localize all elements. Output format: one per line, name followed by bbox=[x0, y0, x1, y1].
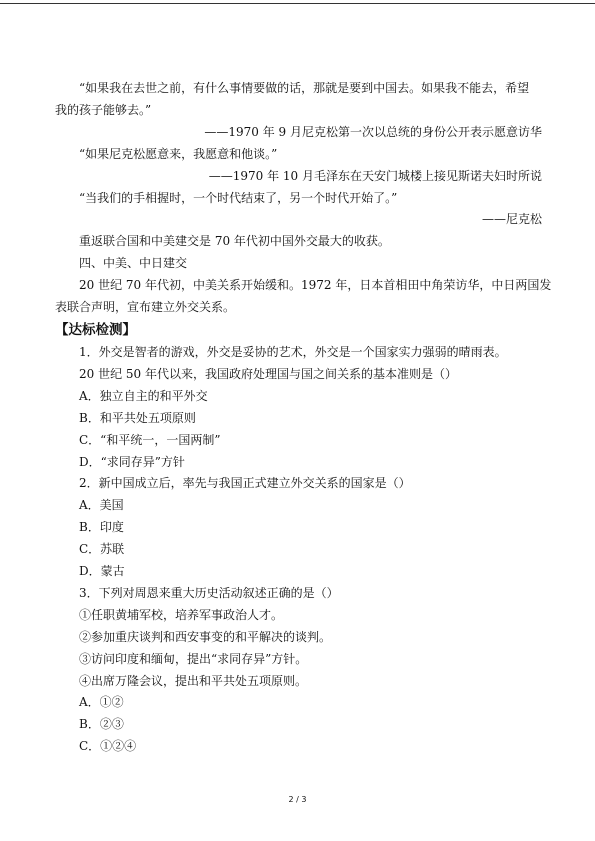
question-3-statement-2: ②参加重庆谈判和西安事变的和平解决的谈判。 bbox=[79, 629, 332, 644]
quote-nixon-attribution: ——1970 年 9 月尼克松第一次以总统的身份公开表示愿意访华 bbox=[204, 124, 542, 139]
question-1-option-b: B．和平共处五项原则 bbox=[79, 410, 196, 425]
quote-nixon-line1: “如果我在去世之前，有什么事情要做的话，那就是要到中国去。如果我不能去，希望 bbox=[79, 81, 530, 95]
quote-handshake-attribution: ——尼克松 bbox=[481, 212, 542, 227]
quote-mao-attribution: ——1970 年 10 月毛泽东在天安门城楼上接见斯诺夫妇时所说 bbox=[208, 168, 542, 183]
relations-paragraph-line1: 20 世纪 70 年代初，中美关系开始缓和。1972 年，日本首相田中角荣访华，中日两国发 bbox=[79, 278, 552, 293]
question-2-stem: 2．新中国成立后，率先与我国正式建立外交关系的国家是（） bbox=[79, 476, 411, 491]
question-1-option-a: A．独立自主的和平外交 bbox=[79, 388, 208, 403]
question-2-option-b: B．印度 bbox=[79, 520, 124, 535]
question-3-option-a: A．①② bbox=[79, 695, 124, 710]
section-title: 【达标检测】 bbox=[55, 321, 136, 338]
page-top-border bbox=[0, 3, 595, 4]
quote-handshake: “当我们的手相握时，一个时代结束了，另一个时代开始了。” bbox=[79, 190, 398, 205]
question-2-option-c: C．苏联 bbox=[79, 542, 125, 557]
quote-mao: “如果尼克松愿意来，我愿意和他谈。” bbox=[79, 146, 278, 161]
subsection-heading: 四、中美、中日建交 bbox=[79, 256, 188, 271]
question-3-statement-3: ③访问印度和缅甸，提出“求同存异”方针。 bbox=[79, 651, 308, 666]
relations-paragraph-line2: 表联合声明，宣布建立外交关系。 bbox=[55, 300, 236, 315]
question-3-statement-1: ①任职黄埔军校，培养军事政治人才。 bbox=[79, 607, 284, 622]
question-3-statement-4: ④出席万隆会议，提出和平共处五项原则。 bbox=[79, 673, 308, 688]
page-number: 2 / 3 bbox=[288, 795, 307, 804]
question-1-option-c: C．“和平统一，一国两制” bbox=[79, 432, 221, 447]
question-3-option-b: B．②③ bbox=[79, 717, 124, 732]
summary-paragraph: 重返联合国和中美建交是 70 年代初中国外交最大的收获。 bbox=[79, 234, 390, 249]
question-3-option-c: C．①②④ bbox=[79, 739, 137, 754]
question-1-option-d: D．“求同存异”方针 bbox=[79, 454, 185, 469]
document-body bbox=[55, 78, 552, 758]
question-2-option-a: A．美国 bbox=[79, 498, 124, 513]
question-2-option-d: D．蒙古 bbox=[79, 564, 125, 579]
question-1-stem: 1．外交是智者的游戏，外交是妥协的艺术，外交是一个国家实力强弱的晴雨表。 bbox=[79, 344, 507, 359]
question-1-stem-cont: 20 世纪 50 年代以来，我国政府处理国与国之间关系的基本准则是（） bbox=[79, 366, 457, 381]
question-3-stem: 3．下列对周恩来重大历史活动叙述正确的是（） bbox=[79, 585, 339, 600]
quote-nixon-line2: 我的孩子能够去。” bbox=[55, 102, 152, 117]
